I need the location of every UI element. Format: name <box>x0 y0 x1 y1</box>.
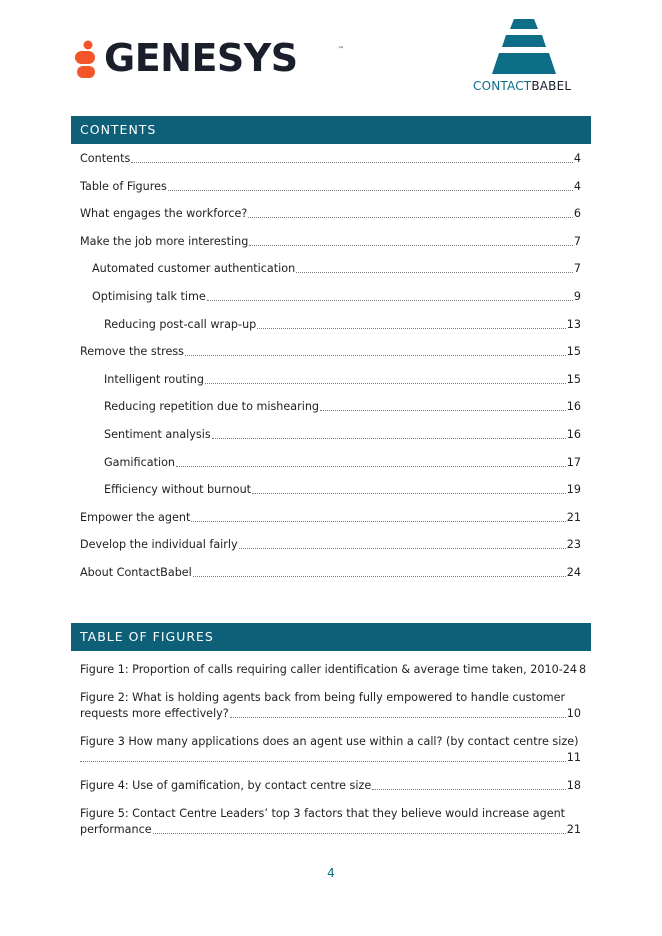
figure-entry-label-cont: requests more effectively? <box>80 707 229 720</box>
figures-heading: TABLE OF FIGURES <box>71 623 591 651</box>
leader-dots <box>207 300 573 301</box>
toc-entry-label: Develop the individual fairly <box>80 538 238 552</box>
toc-entry-page: 9 <box>573 290 581 303</box>
figure-entry-line <box>80 706 581 722</box>
figure-entry-label: Figure 1: Proportion of calls requiring caller identification & average time taken, 2010-24 <box>80 663 577 676</box>
leader-dots <box>296 272 573 273</box>
genesys-trademark: ™ <box>338 46 344 53</box>
toc-entry[interactable] <box>80 150 581 166</box>
toc-entry-label: Reducing repetition due to mishearing <box>104 400 320 414</box>
toc-entry[interactable] <box>104 316 581 332</box>
toc-entry[interactable] <box>92 288 581 304</box>
toc-entry[interactable] <box>104 454 581 470</box>
toc-entry-label: Remove the stress <box>80 345 184 359</box>
figure-entry-line <box>80 822 581 838</box>
genesys-logo <box>74 36 344 82</box>
toc-entry[interactable] <box>80 564 581 580</box>
toc-entry[interactable] <box>80 536 581 552</box>
figure-entry-label: Figure 2: What is holding agents back from being fully empowered to handle customer <box>80 691 566 704</box>
leader-dots <box>212 438 566 439</box>
figure-entry-page: 11 <box>566 751 581 764</box>
toc-entry-page: 15 <box>566 345 581 359</box>
figure-entry[interactable] <box>80 662 587 678</box>
genesys-wordmark: GENESYS <box>104 36 298 80</box>
toc-entry[interactable] <box>80 509 581 525</box>
toc-entry-label: Table of Figures <box>80 179 167 193</box>
toc-entry-label: Contents <box>80 152 131 165</box>
toc-entry[interactable] <box>80 343 581 359</box>
toc-entry-label: Make the job more interesting <box>80 234 249 248</box>
genesys-mark-icon <box>74 40 96 80</box>
leader-dots <box>176 466 566 467</box>
toc-entry-label: Gamification <box>104 455 176 469</box>
toc-entry[interactable] <box>80 178 581 194</box>
toc-entry-label: Sentiment analysis <box>104 428 211 441</box>
contactbabel-logo <box>470 16 580 98</box>
toc-entry-page: 16 <box>566 428 581 441</box>
toc-entry-label: About ContactBabel <box>80 566 192 579</box>
toc-entry-page: 6 <box>573 207 581 221</box>
toc-entry[interactable] <box>80 233 581 249</box>
leader-dots <box>230 717 566 718</box>
contactbabel-contact-text: CONTACT <box>473 79 532 93</box>
toc-entry[interactable] <box>104 398 581 414</box>
contactbabel-babel-text: BABEL <box>531 79 572 93</box>
figure-entry[interactable] <box>80 806 581 838</box>
figure-entry[interactable] <box>80 734 581 766</box>
pyramid-icon <box>474 16 574 76</box>
leader-dots <box>131 162 573 163</box>
figure-entry-line <box>80 778 581 794</box>
figure-entry-page: 18 <box>566 779 581 792</box>
leader-dots <box>372 789 566 790</box>
contactbabel-wordmark <box>473 79 571 93</box>
toc-entry-page: 15 <box>566 372 581 386</box>
figure-entry-label-cont: performance <box>80 823 152 836</box>
toc-entry-page: 23 <box>566 538 581 552</box>
page-number: 4 <box>327 866 335 880</box>
toc-entry-page: 24 <box>566 566 581 579</box>
leader-dots <box>80 761 566 762</box>
toc-entry[interactable] <box>104 371 581 387</box>
figure-entry-page: 10 <box>566 707 581 720</box>
toc-entry[interactable] <box>92 260 581 276</box>
toc-entry[interactable] <box>80 205 581 221</box>
leader-dots <box>252 493 566 494</box>
toc-entry-page: 19 <box>566 483 581 497</box>
leader-dots <box>185 355 566 356</box>
toc-entry-page: 16 <box>566 400 581 414</box>
figure-entry-page: 8 <box>578 663 587 676</box>
leader-dots <box>205 383 566 384</box>
toc-entry-page: 7 <box>573 234 581 248</box>
figure-entry-label: Figure 3 How many applications does an agent use within a call? (by contact centre size) <box>80 735 579 748</box>
figure-entry-page: 21 <box>566 823 581 836</box>
leader-dots <box>168 190 573 191</box>
toc-entry-label: Empower the agent <box>80 510 191 524</box>
figure-entry-label: Figure 4: Use of gamification, by contact centre size <box>80 779 372 792</box>
toc-entry[interactable] <box>104 481 581 497</box>
leader-dots <box>249 245 573 246</box>
toc-entry-page: 21 <box>566 510 581 524</box>
toc-entry-page: 17 <box>566 455 581 469</box>
toc-entry-page: 4 <box>573 152 581 165</box>
figure-entry[interactable] <box>80 778 581 794</box>
toc-entry-label: Reducing post-call wrap-up <box>104 317 257 331</box>
figure-entry-line <box>80 750 581 766</box>
toc-entry-page: 4 <box>573 179 581 193</box>
toc-entry-page: 7 <box>573 262 581 276</box>
figure-entry-label: Figure 5: Contact Centre Leaders’ top 3 factors that they believe would increase agent <box>80 807 566 820</box>
toc-entry-label: Automated customer authentication <box>92 262 296 276</box>
toc-entry-label: Efficiency without burnout <box>104 483 252 497</box>
leader-dots <box>193 576 566 577</box>
toc-entry-label: What engages the workforce? <box>80 207 248 221</box>
leader-dots <box>257 328 565 329</box>
leader-dots <box>153 833 566 834</box>
leader-dots <box>320 410 566 411</box>
figure-entry[interactable] <box>80 690 581 722</box>
figure-entry-line <box>80 662 587 678</box>
toc-entry-page: 13 <box>566 317 581 331</box>
leader-dots <box>248 217 573 218</box>
leader-dots <box>191 521 565 522</box>
toc-entry-label: Optimising talk time <box>92 290 206 303</box>
toc-entry-label: Intelligent routing <box>104 372 204 386</box>
leader-dots <box>239 548 566 549</box>
contents-heading: CONTENTS <box>71 116 591 144</box>
toc-entry[interactable] <box>104 426 581 442</box>
